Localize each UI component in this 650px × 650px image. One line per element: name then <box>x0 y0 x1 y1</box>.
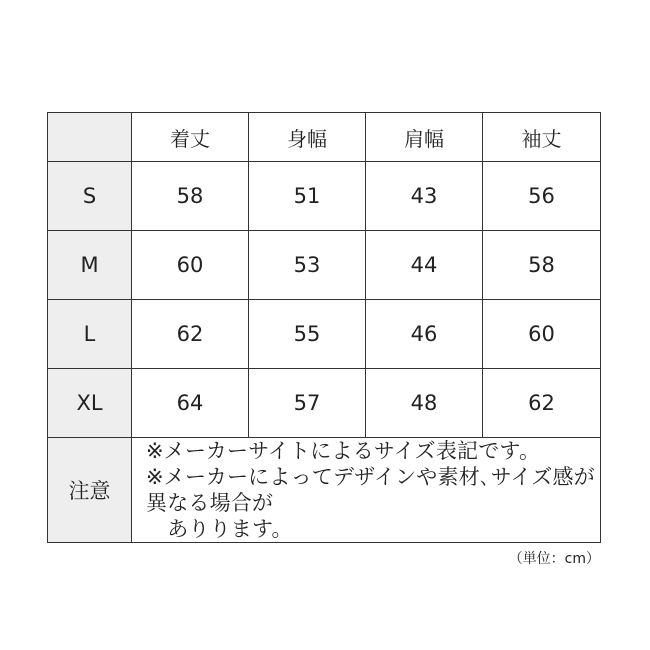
notes-label: 注意 <box>48 438 132 543</box>
size-label: XL <box>48 369 132 438</box>
table-cell: 58 <box>132 162 249 231</box>
column-header-sleeve: 袖丈 <box>483 113 601 162</box>
table-cell: 56 <box>483 162 601 231</box>
notes-cell <box>132 438 601 543</box>
table-row <box>48 231 601 300</box>
table-cell: 51 <box>249 162 366 231</box>
table-row <box>48 300 601 369</box>
corner-cell <box>48 113 132 162</box>
size-chart-table <box>47 112 601 543</box>
size-label: L <box>48 300 132 369</box>
table-cell: 46 <box>366 300 483 369</box>
table-cell: 60 <box>483 300 601 369</box>
column-header-width: 身幅 <box>249 113 366 162</box>
unit-label: （単位：cm） <box>508 551 600 567</box>
notes-row <box>48 438 601 543</box>
table-cell: 48 <box>366 369 483 438</box>
table-cell: 62 <box>132 300 249 369</box>
note-line: ※メーカーサイトによるサイズ表記です。 <box>146 439 541 463</box>
table-row <box>48 162 601 231</box>
table-cell: 53 <box>249 231 366 300</box>
table-row <box>48 369 601 438</box>
size-label: M <box>48 231 132 300</box>
note-line: ありります。 <box>146 517 293 541</box>
table-cell: 60 <box>132 231 249 300</box>
header-row <box>48 113 601 162</box>
table-cell: 57 <box>249 369 366 438</box>
table-cell: 64 <box>132 369 249 438</box>
size-label: S <box>48 162 132 231</box>
note-line: ※メーカーによってデザインや素材､サイズ感が異なる場合が <box>146 465 595 515</box>
table-cell: 44 <box>366 231 483 300</box>
table-cell: 55 <box>249 300 366 369</box>
column-header-length: 着丈 <box>132 113 249 162</box>
table-cell: 58 <box>483 231 601 300</box>
table-cell: 43 <box>366 162 483 231</box>
column-header-shoulder: 肩幅 <box>366 113 483 162</box>
table-cell: 62 <box>483 369 601 438</box>
